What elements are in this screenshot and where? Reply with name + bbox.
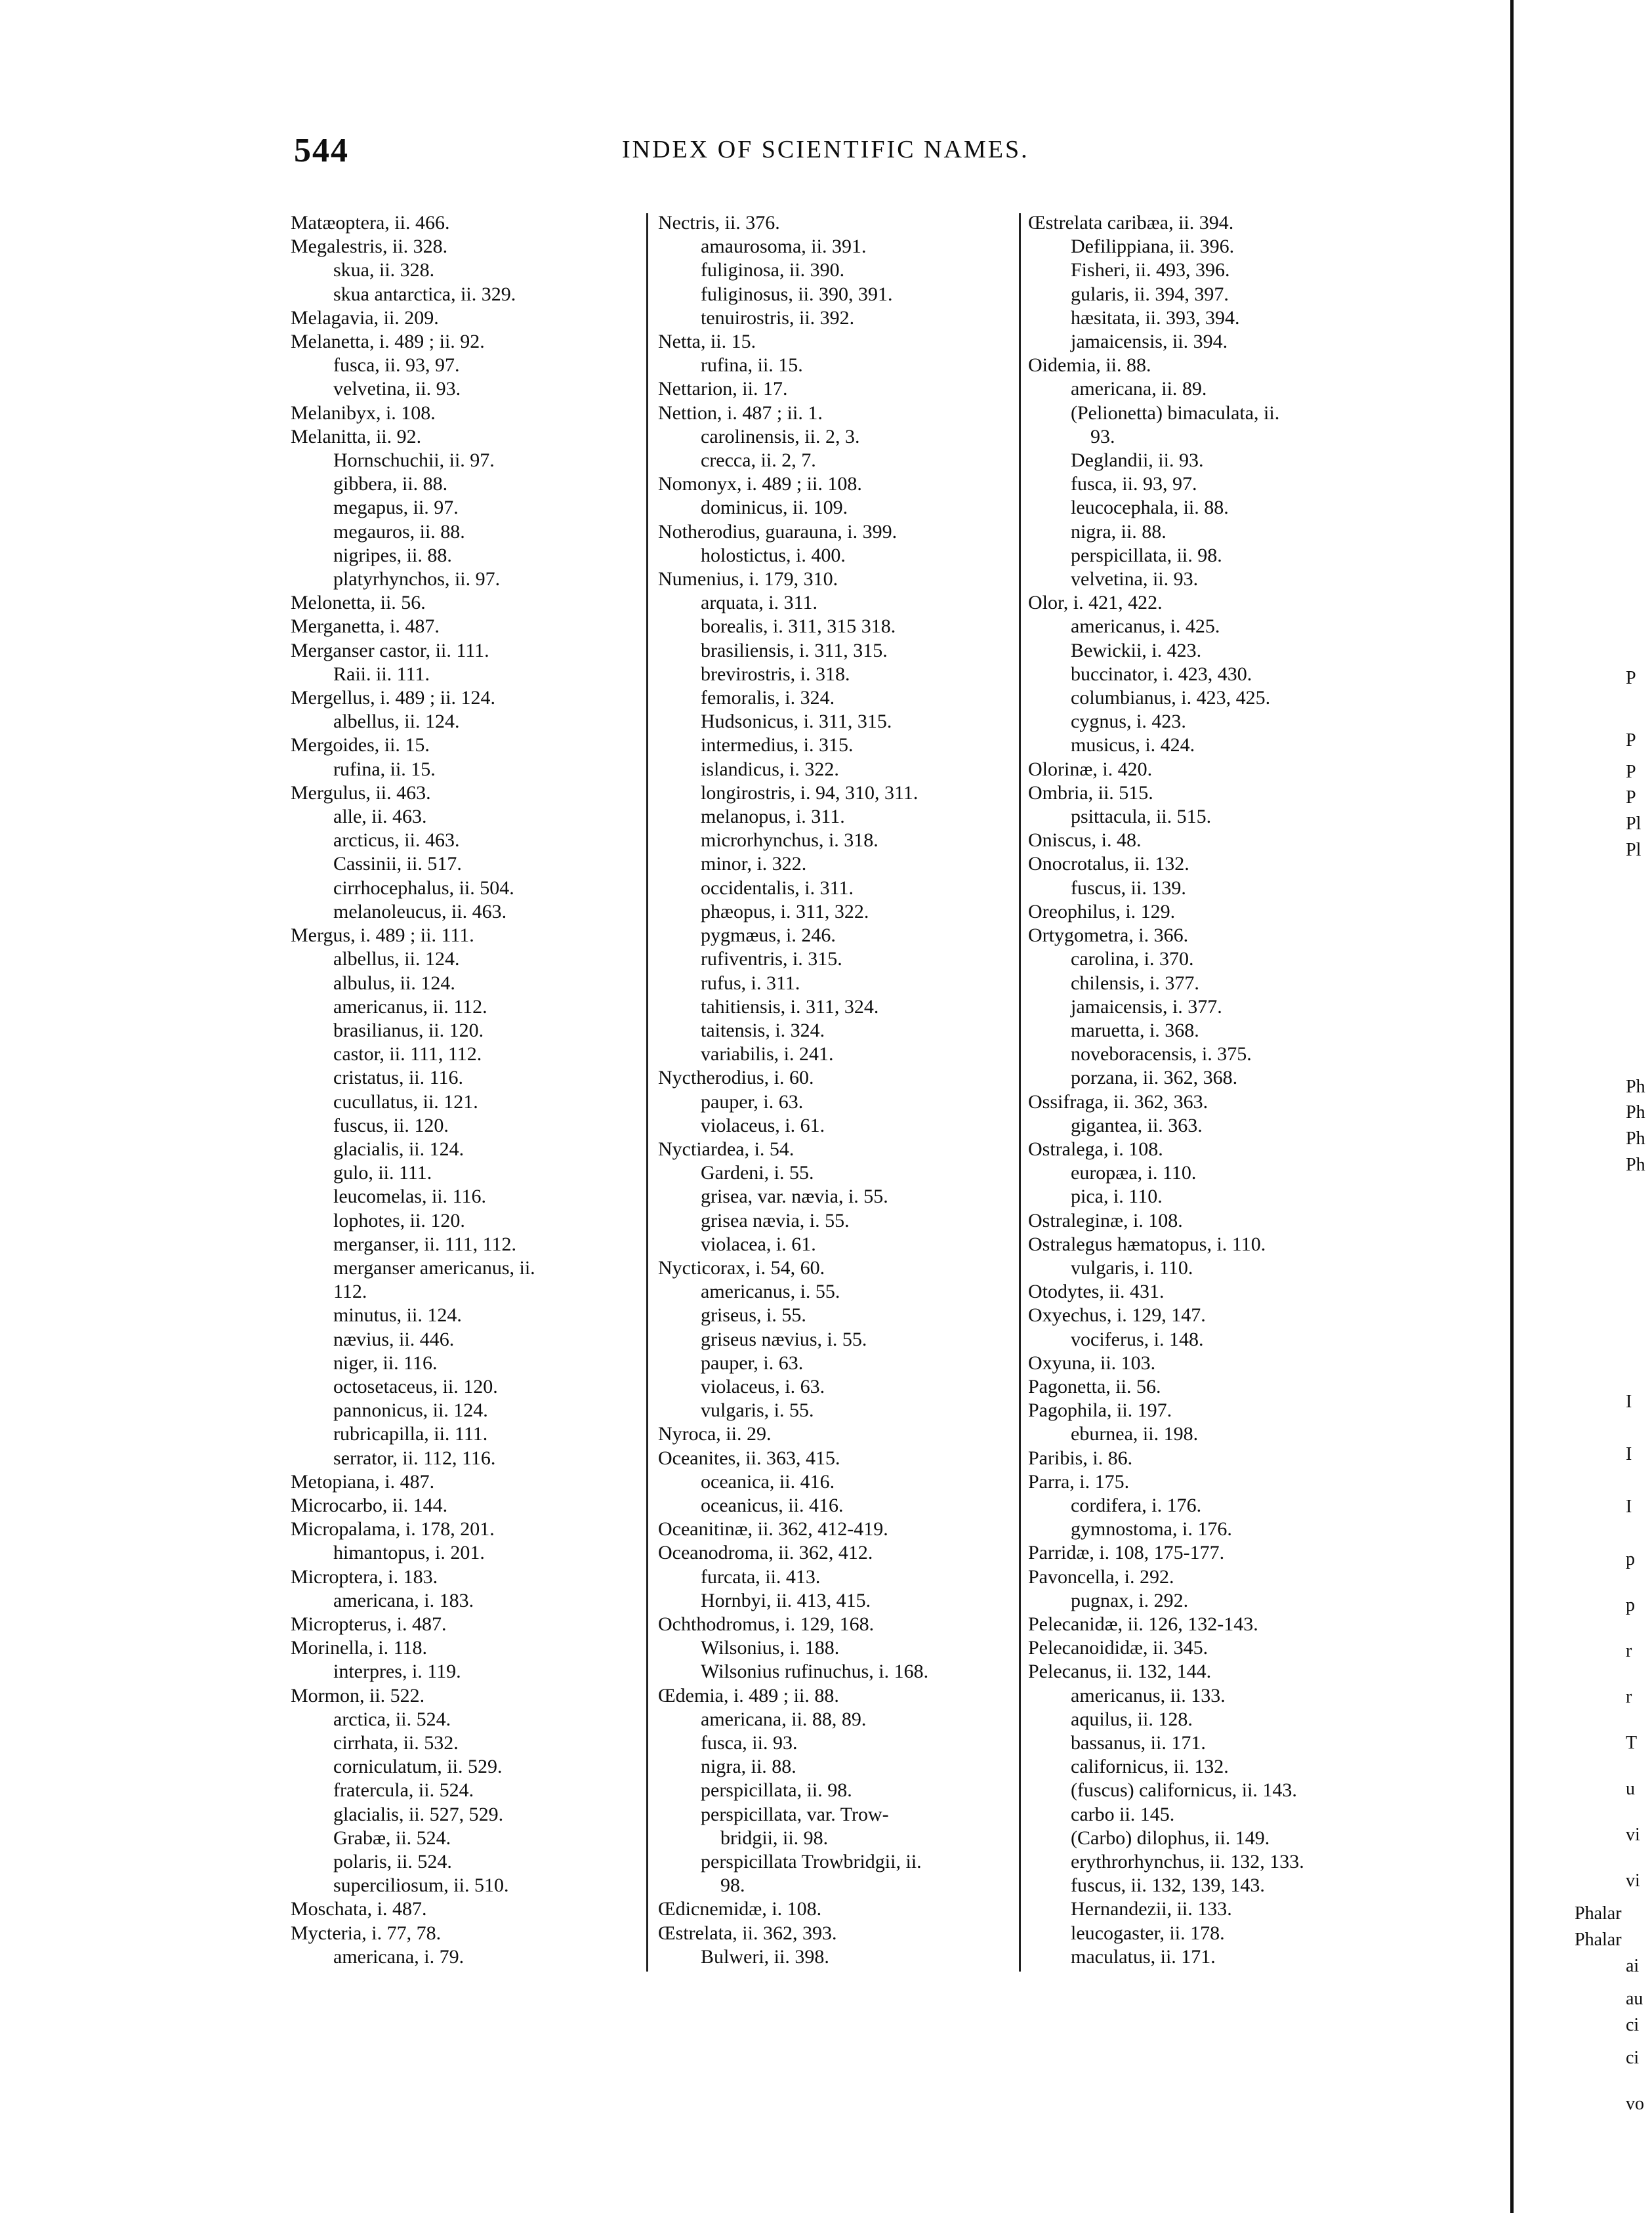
index-subentry: pannonicus, ii. 124.: [333, 1399, 488, 1422]
index-subentry: cordifera, i. 176.: [1071, 1494, 1202, 1516]
index-subentry: fusca, ii. 93.: [701, 1732, 798, 1754]
index-heading-entry: Olor, i. 421, 422.: [1028, 592, 1163, 614]
index-column-1: [291, 211, 658, 1969]
index-subentry: Hudsonicus, i. 311, 315.: [701, 711, 892, 733]
index-subentry: europæa, i. 110.: [1071, 1162, 1197, 1184]
index-heading-entry: Ostralegus hæmatopus, i. 110.: [1028, 1233, 1266, 1255]
index-subentry: Wilsonius, i. 188.: [701, 1637, 840, 1659]
index-subentry: vulgaris, i. 110.: [1071, 1256, 1193, 1279]
index-column-3: [1028, 211, 1395, 1969]
index-heading-entry: Notherodius, guarauna, i. 399.: [658, 520, 898, 543]
index-subentry: perspicillata Trowbridgii, ii.: [701, 1851, 922, 1873]
index-subentry: rufina, ii. 15.: [333, 758, 436, 780]
index-subentry: tahitiensis, i. 311, 324.: [701, 995, 879, 1018]
index-column-2: [658, 211, 1025, 1969]
index-subentry: psittacula, ii. 515.: [1071, 806, 1212, 828]
margin-fragment-text: Ph: [1626, 1128, 1645, 1149]
index-subentry: americana, i. 79.: [333, 1945, 465, 1968]
index-subentry: maculatus, ii. 171.: [1071, 1945, 1216, 1968]
index-subentry: merganser americanus, ii.: [333, 1256, 535, 1279]
index-subentry: oceanicus, ii. 416.: [701, 1494, 844, 1516]
index-subentry: eburnea, ii. 198.: [1071, 1423, 1199, 1445]
index-subentry: brevirostris, i. 318.: [701, 663, 850, 685]
index-subentry: violaceus, i. 63.: [701, 1375, 825, 1397]
index-subentry: leucogaster, ii. 178.: [1071, 1922, 1225, 1944]
index-heading-entry: Merganser castor, ii. 111.: [291, 639, 489, 661]
margin-fragment-text: Pl: [1626, 814, 1642, 834]
index-heading-entry: Microptera, i. 183.: [291, 1565, 438, 1588]
index-subentry: holostictus, i. 400.: [701, 544, 846, 566]
index-subentry: Wilsonius rufinuchus, i. 168.: [701, 1661, 929, 1683]
margin-fragment-text: vi: [1626, 1871, 1640, 1891]
margin-fragment-text: Phalar: [1575, 1903, 1622, 1924]
index-subentry: skua, ii. 328.: [333, 259, 435, 281]
index-subentry: nigripes, ii. 88.: [333, 544, 452, 566]
index-heading-entry: Pelecanoididæ, ii. 345.: [1028, 1637, 1208, 1659]
index-subentry: gymnostoma, i. 176.: [1071, 1518, 1232, 1541]
index-heading-entry: Melanibyx, i. 108.: [291, 402, 436, 424]
index-subentry: brasiliensis, i. 311, 315.: [701, 639, 888, 661]
index-subentry: (Carbo) dilophus, ii. 149.: [1071, 1827, 1270, 1849]
index-heading-entry: Parra, i. 175.: [1028, 1470, 1130, 1493]
margin-fragment-text: P: [1626, 730, 1636, 751]
index-subentry: interpres, i. 119.: [333, 1661, 461, 1683]
index-subentry: americana, ii. 88, 89.: [701, 1708, 867, 1730]
margin-fragment-text: Phalar: [1575, 1930, 1622, 1950]
index-subentry: megapus, ii. 97.: [333, 497, 459, 519]
margin-fragment-text: vi: [1626, 1825, 1640, 1845]
index-subentry: Hornbyi, ii. 413, 415.: [701, 1589, 871, 1611]
index-subentry: occidentalis, i. 311.: [701, 877, 854, 899]
margin-fragment-text: u: [1626, 1779, 1635, 1799]
index-heading-entry: Ochthodromus, i. 129, 168.: [658, 1613, 875, 1635]
index-subentry: albellus, ii. 124.: [333, 948, 460, 970]
index-heading-entry: Melanitta, ii. 92.: [291, 425, 422, 447]
index-heading-entry: Œstrelata, ii. 362, 393.: [658, 1922, 837, 1944]
margin-fragment-text: Ph: [1626, 1077, 1645, 1097]
index-heading-entry: Mycteria, i. 77, 78.: [291, 1922, 442, 1944]
index-subentry: erythrorhynchus, ii. 132, 133.: [1071, 1851, 1304, 1873]
index-subentry: rufiventris, i. 315.: [701, 948, 842, 970]
index-subentry: violacea, i. 61.: [701, 1233, 816, 1255]
margin-fragment-text: p: [1626, 1549, 1635, 1569]
index-heading-entry: Pelecanus, ii. 132, 144.: [1028, 1661, 1212, 1683]
index-subentry: perspicillata, ii. 98.: [1071, 544, 1222, 566]
page-fold-line: [1510, 0, 1514, 2213]
index-subentry: griseus, i. 55.: [701, 1304, 806, 1327]
index-subentry: gigantea, ii. 363.: [1071, 1114, 1203, 1136]
index-heading-entry: Onocrotalus, ii. 132.: [1028, 853, 1189, 875]
column-rule-1: [646, 213, 648, 1972]
index-subentry: longirostris, i. 94, 310, 311.: [701, 781, 919, 804]
margin-fragment-text: P: [1626, 787, 1636, 808]
index-subentry: minutus, ii. 124.: [333, 1304, 462, 1327]
index-subentry: (Pelionetta) bimaculata, ii.: [1071, 402, 1280, 424]
margin-fragment-text: P: [1626, 668, 1636, 688]
index-subentry: megauros, ii. 88.: [333, 520, 465, 543]
index-subentry: leucocephala, ii. 88.: [1071, 497, 1229, 519]
index-heading-entry: Pagonetta, ii. 56.: [1028, 1375, 1161, 1397]
index-heading-entry: Morinella, i. 118.: [291, 1637, 428, 1659]
index-subentry: fusca, ii. 93, 97.: [333, 354, 460, 377]
index-subentry: rufina, ii. 15.: [701, 354, 803, 377]
index-subentry: carbo ii. 145.: [1071, 1803, 1175, 1825]
index-heading-entry: Oxyechus, i. 129, 147.: [1028, 1304, 1206, 1327]
index-heading-entry: Moschata, i. 487.: [291, 1898, 427, 1920]
index-subentry: merganser, ii. 111, 112.: [333, 1233, 517, 1255]
index-subentry: pica, i. 110.: [1071, 1186, 1163, 1208]
index-subentry: pauper, i. 63.: [701, 1090, 804, 1113]
index-subentry: Grabæ, ii. 524.: [333, 1827, 451, 1849]
index-heading-entry: Nyroca, ii. 29.: [658, 1423, 772, 1445]
index-subentry: castor, ii. 111, 112.: [333, 1043, 482, 1065]
index-heading-entry: Mergus, i. 489 ; ii. 111.: [291, 924, 474, 947]
index-subentry: minor, i. 322.: [701, 853, 807, 875]
index-heading-entry: Oceanites, ii. 363, 415.: [658, 1447, 840, 1469]
index-heading-entry: Micropalama, i. 178, 201.: [291, 1518, 495, 1541]
index-subentry: microrhynchus, i. 318.: [701, 829, 878, 852]
index-subentry: columbianus, i. 423, 425.: [1071, 687, 1271, 709]
index-subentry: perspicillata, ii. 98.: [701, 1779, 852, 1802]
index-heading-entry: Pavoncella, i. 292.: [1028, 1565, 1174, 1588]
index-subentry: americanus, i. 55.: [701, 1281, 840, 1303]
margin-fragment-text: T: [1626, 1733, 1638, 1753]
margin-fragment-text: Ph: [1626, 1102, 1645, 1123]
index-heading-entry: Melanetta, i. 489 ; ii. 92.: [291, 331, 485, 353]
index-subentry: hæsitata, ii. 393, 394.: [1071, 306, 1240, 329]
index-subentry: fusca, ii. 93, 97.: [1071, 473, 1197, 495]
margin-fragment-text: ai: [1626, 1956, 1640, 1976]
index-subentry: Bewickii, i. 423.: [1071, 639, 1202, 661]
index-subentry: Hernandezii, ii. 133.: [1071, 1898, 1232, 1920]
index-heading-entry: Nettarion, ii. 17.: [658, 378, 788, 400]
margin-fragment-text: I: [1626, 1444, 1632, 1464]
index-subentry: variabilis, i. 241.: [701, 1043, 834, 1065]
index-subentry: porzana, ii. 362, 368.: [1071, 1067, 1238, 1089]
index-heading-entry: Œdemia, i. 489 ; ii. 88.: [658, 1684, 839, 1706]
index-subentry: rubricapilla, ii. 111.: [333, 1423, 488, 1445]
index-heading-entry: Ossifraga, ii. 362, 363.: [1028, 1090, 1208, 1113]
index-subentry: 93.: [1090, 425, 1115, 447]
index-subentry: albulus, ii. 124.: [333, 972, 455, 994]
index-heading-entry: Oxyuna, ii. 103.: [1028, 1352, 1156, 1374]
index-heading-entry: Paribis, i. 86.: [1028, 1447, 1133, 1469]
index-subentry: phæopus, i. 311, 322.: [701, 900, 869, 922]
index-subentry: borealis, i. 311, 315 318.: [701, 615, 896, 638]
index-subentry: taitensis, i. 324.: [701, 1019, 825, 1041]
index-subentry: fuscus, ii. 132, 139, 143.: [1071, 1874, 1265, 1897]
index-subentry: Raii. ii. 111.: [333, 663, 430, 685]
index-subentry: Defilippiana, ii. 396.: [1071, 236, 1235, 258]
index-subentry: Cassinii, ii. 517.: [333, 853, 462, 875]
index-heading-entry: Œdicnemidæ, i. 108.: [658, 1898, 822, 1920]
index-heading-entry: Merganetta, i. 487.: [291, 615, 440, 638]
index-subentry: carolina, i. 370.: [1071, 948, 1194, 970]
index-subentry: nigra, ii. 88.: [701, 1756, 796, 1778]
index-heading-entry: Oidemia, ii. 88.: [1028, 354, 1151, 377]
index-heading-entry: Nectris, ii. 376.: [658, 212, 780, 234]
index-subentry: glacialis, ii. 124.: [333, 1138, 465, 1160]
margin-fragment-text: ci: [1626, 2048, 1640, 2068]
adjacent-page-fragments: [1575, 0, 1652, 2213]
index-subentry: cucullatus, ii. 121.: [333, 1090, 478, 1113]
index-heading-entry: Ombria, ii. 515.: [1028, 781, 1153, 804]
index-subentry: platyrhynchos, ii. 97.: [333, 568, 501, 590]
index-heading-entry: Parridæ, i. 108, 175-177.: [1028, 1542, 1225, 1564]
index-subentry: cirrhata, ii. 532.: [333, 1732, 459, 1754]
index-heading-entry: Nyctherodius, i. 60.: [658, 1067, 814, 1089]
index-subentry: oceanica, ii. 416.: [701, 1470, 835, 1493]
index-subentry: jamaicensis, ii. 394.: [1071, 331, 1228, 353]
index-subentry: grisea, var. nævia, i. 55.: [701, 1186, 888, 1208]
running-title: INDEX OF SCIENTIFIC NAMES.: [622, 136, 1029, 163]
index-subentry: bassanus, ii. 171.: [1071, 1732, 1206, 1754]
page-header: [294, 131, 1068, 177]
index-subentry: tenuirostris, ii. 392.: [701, 306, 855, 329]
index-subentry: americanus, ii. 112.: [333, 995, 487, 1018]
index-subentry: fuscus, ii. 139.: [1071, 877, 1186, 899]
index-heading-entry: Melonetta, ii. 56.: [291, 592, 426, 614]
index-heading-entry: Otodytes, ii. 431.: [1028, 1281, 1165, 1303]
index-subentry: gularis, ii. 394, 397.: [1071, 283, 1229, 305]
index-heading-entry: Oceanitinæ, ii. 362, 412-419.: [658, 1518, 888, 1541]
index-subentry: carolinensis, ii. 2, 3.: [701, 425, 860, 447]
index-subentry: arctica, ii. 524.: [333, 1708, 451, 1730]
margin-fragment-text: au: [1626, 1989, 1643, 2009]
index-subentry: skua antarctica, ii. 329.: [333, 283, 516, 305]
index-subentry: perspicillata, var. Trow-: [701, 1803, 889, 1825]
index-subentry: pygmæus, i. 246.: [701, 924, 836, 947]
index-subentry: melanopus, i. 311.: [701, 806, 845, 828]
index-subentry: femoralis, i. 324.: [701, 687, 835, 709]
index-subentry: arquata, i. 311.: [701, 592, 817, 614]
index-subentry: cirrhocephalus, ii. 504.: [333, 877, 514, 899]
index-subentry: leucomelas, ii. 116.: [333, 1186, 486, 1208]
index-heading-entry: Œstrelata caribæa, ii. 394.: [1028, 212, 1234, 234]
index-subentry: velvetina, ii. 93.: [333, 378, 461, 400]
index-subentry: nævius, ii. 446.: [333, 1328, 455, 1350]
index-heading-entry: Matæoptera, ii. 466.: [291, 212, 450, 234]
margin-fragment-text: I: [1626, 1392, 1632, 1412]
index-subentry: cygnus, i. 423.: [1071, 711, 1186, 733]
index-heading-entry: Oniscus, i. 48.: [1028, 829, 1142, 852]
index-subentry: (fuscus) californicus, ii. 143.: [1071, 1779, 1297, 1802]
index-subentry: grisea nævia, i. 55.: [701, 1209, 850, 1231]
index-heading-entry: Mergulus, ii. 463.: [291, 781, 431, 804]
index-heading-entry: Metopiana, i. 487.: [291, 1470, 435, 1493]
index-subentry: gibbera, ii. 88.: [333, 473, 448, 495]
index-subentry: maruetta, i. 368.: [1071, 1019, 1199, 1041]
index-heading-entry: Ortygometra, i. 366.: [1028, 924, 1189, 947]
index-subentry: vociferus, i. 148.: [1071, 1328, 1204, 1350]
index-subentry: rufus, i. 311.: [701, 972, 800, 994]
index-subentry: bridgii, ii. 98.: [720, 1827, 829, 1849]
margin-fragment-text: Pl: [1626, 840, 1642, 860]
index-subentry: vulgaris, i. 55.: [701, 1399, 814, 1422]
index-subentry: crecca, ii. 2, 7.: [701, 449, 816, 472]
index-subentry: Fisheri, ii. 493, 396.: [1071, 259, 1230, 281]
margin-fragment-text: r: [1626, 1687, 1632, 1707]
index-subentry: Gardeni, i. 55.: [701, 1162, 814, 1184]
index-heading-entry: Ostralega, i. 108.: [1028, 1138, 1163, 1160]
index-subentry: brasilianus, ii. 120.: [333, 1019, 484, 1041]
index-subentry: 98.: [720, 1874, 745, 1897]
index-heading-entry: Nomonyx, i. 489 ; ii. 108.: [658, 473, 862, 495]
index-heading-entry: Ostraleginæ, i. 108.: [1028, 1209, 1183, 1231]
index-subentry: intermedius, i. 315.: [701, 734, 854, 756]
margin-fragment-text: I: [1626, 1497, 1632, 1517]
index-heading-entry: Nycticorax, i. 54, 60.: [658, 1256, 825, 1279]
index-heading-entry: Oceanodroma, ii. 362, 412.: [658, 1542, 873, 1564]
index-subentry: americanus, i. 425.: [1071, 615, 1220, 638]
index-subentry: serrator, ii. 112, 116.: [333, 1447, 496, 1469]
index-heading-entry: Olorinæ, i. 420.: [1028, 758, 1153, 780]
index-heading-entry: Mergellus, i. 489 ; ii. 124.: [291, 687, 495, 709]
index-subentry: chilensis, i. 377.: [1071, 972, 1199, 994]
index-heading-entry: Nettion, i. 487 ; ii. 1.: [658, 402, 823, 424]
index-subentry: dominicus, ii. 109.: [701, 497, 848, 519]
margin-fragment-text: r: [1626, 1641, 1632, 1661]
index-subentry: americana, ii. 89.: [1071, 378, 1207, 400]
index-subentry: jamaicensis, i. 377.: [1071, 995, 1222, 1018]
index-heading-entry: Mergoides, ii. 15.: [291, 734, 430, 756]
margin-fragment-text: P: [1626, 762, 1636, 782]
index-subentry: Bulweri, ii. 398.: [701, 1945, 829, 1968]
index-heading-entry: Pelecanidæ, ii. 126, 132-143.: [1028, 1613, 1258, 1635]
index-subentry: griseus nævius, i. 55.: [701, 1328, 867, 1350]
index-subentry: 112.: [333, 1281, 367, 1303]
index-subentry: octosetaceus, ii. 120.: [333, 1375, 498, 1397]
index-subentry: pugnax, i. 292.: [1071, 1589, 1189, 1611]
index-subentry: gulo, ii. 111.: [333, 1162, 432, 1184]
index-heading-entry: Numenius, i. 179, 310.: [658, 568, 838, 590]
index-subentry: albellus, ii. 124.: [333, 711, 460, 733]
index-subentry: velvetina, ii. 93.: [1071, 568, 1199, 590]
column-rule-2: [1019, 213, 1021, 1972]
index-subentry: aquilus, ii. 128.: [1071, 1708, 1193, 1730]
index-subentry: corniculatum, ii. 529.: [333, 1756, 503, 1778]
index-subentry: melanoleucus, ii. 463.: [333, 900, 507, 922]
margin-fragment-text: ci: [1626, 2015, 1640, 2035]
index-subentry: fuliginosa, ii. 390.: [701, 259, 845, 281]
index-subentry: amaurosoma, ii. 391.: [701, 236, 867, 258]
index-subentry: pauper, i. 63.: [701, 1352, 804, 1374]
index-subentry: buccinator, i. 423, 430.: [1071, 663, 1252, 685]
margin-fragment-text: p: [1626, 1595, 1635, 1615]
index-subentry: fuliginosus, ii. 390, 391.: [701, 283, 893, 305]
index-subentry: noveboracensis, i. 375.: [1071, 1043, 1252, 1065]
index-subentry: fratercula, ii. 524.: [333, 1779, 474, 1802]
index-subentry: nigra, ii. 88.: [1071, 520, 1167, 543]
index-subentry: Hornschuchii, ii. 97.: [333, 449, 495, 472]
page-number: 544: [294, 132, 349, 169]
index-subentry: violaceus, i. 61.: [701, 1114, 825, 1136]
margin-fragment-text: vo: [1626, 2094, 1644, 2114]
index-subentry: alle, ii. 463.: [333, 806, 427, 828]
index-subentry: superciliosum, ii. 510.: [333, 1874, 509, 1897]
index-subentry: californicus, ii. 132.: [1071, 1756, 1229, 1778]
index-heading-entry: Mormon, ii. 522.: [291, 1684, 425, 1706]
index-subentry: Deglandii, ii. 93.: [1071, 449, 1204, 472]
index-heading-entry: Nyctiardea, i. 54.: [658, 1138, 795, 1160]
index-subentry: arcticus, ii. 463.: [333, 829, 460, 852]
index-subentry: polaris, ii. 524.: [333, 1851, 452, 1873]
index-heading-entry: Micropterus, i. 487.: [291, 1613, 447, 1635]
index-subentry: glacialis, ii. 527, 529.: [333, 1803, 504, 1825]
index-heading-entry: Oreophilus, i. 129.: [1028, 900, 1176, 922]
index-subentry: niger, ii. 116.: [333, 1352, 438, 1374]
index-subentry: furcata, ii. 413.: [701, 1565, 821, 1588]
index-heading-entry: Microcarbo, ii. 144.: [291, 1494, 448, 1516]
index-heading-entry: Megalestris, ii. 328.: [291, 236, 448, 258]
index-subentry: americana, i. 183.: [333, 1589, 474, 1611]
index-heading-entry: Melagavia, ii. 209.: [291, 306, 439, 329]
index-subentry: fuscus, ii. 120.: [333, 1114, 449, 1136]
index-subentry: cristatus, ii. 116.: [333, 1067, 464, 1089]
index-subentry: himantopus, i. 201.: [333, 1542, 485, 1564]
index-subentry: lophotes, ii. 120.: [333, 1209, 465, 1231]
index-subentry: americanus, ii. 133.: [1071, 1684, 1226, 1706]
index-subentry: islandicus, i. 322.: [701, 758, 839, 780]
index-heading-entry: Pagophila, ii. 197.: [1028, 1399, 1172, 1422]
margin-fragment-text: Ph: [1626, 1155, 1645, 1175]
index-subentry: musicus, i. 424.: [1071, 734, 1195, 756]
index-heading-entry: Netta, ii. 15.: [658, 331, 756, 353]
